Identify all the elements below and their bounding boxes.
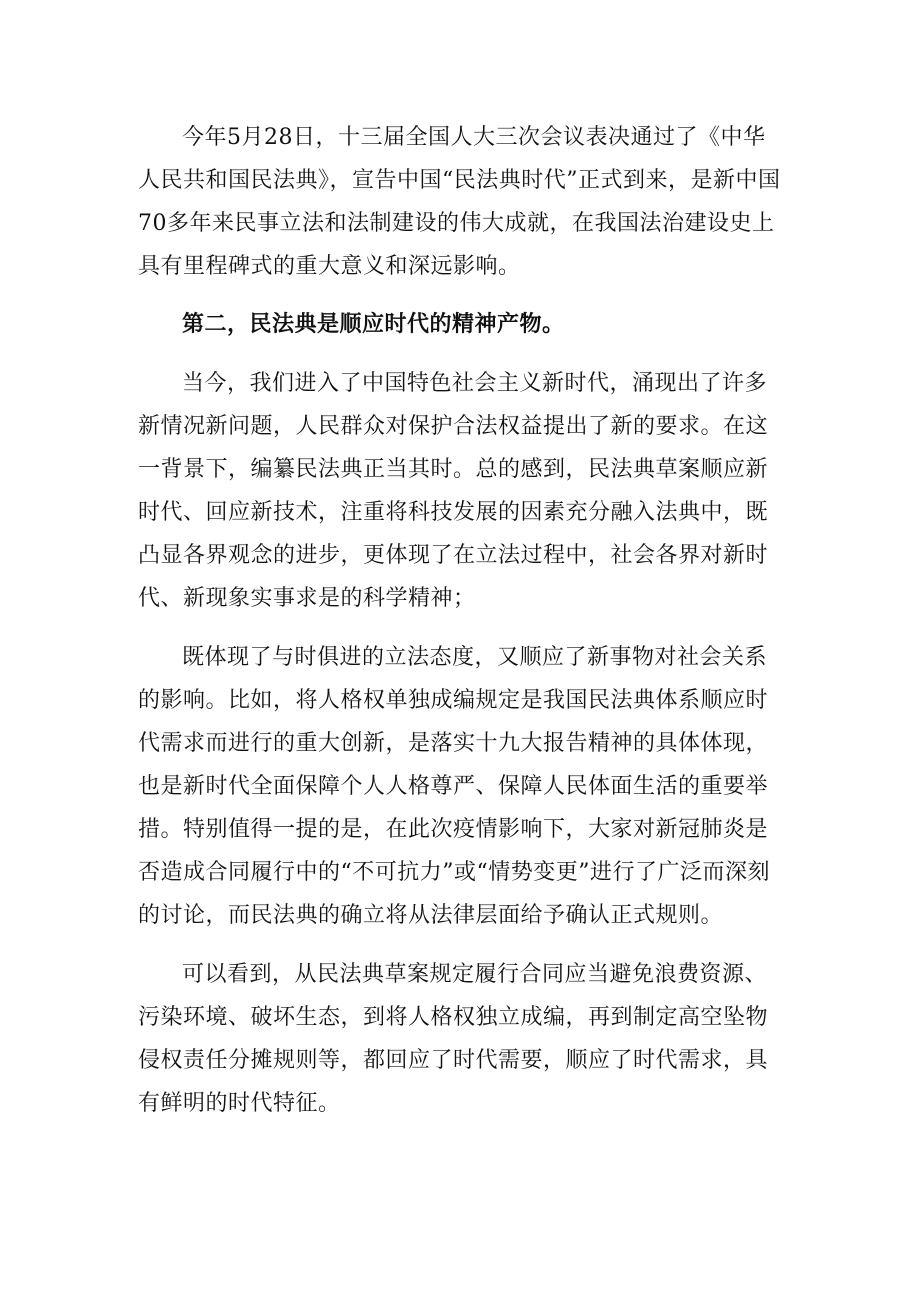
document-body (138, 116, 786, 1125)
paragraph-new-era: 当今，我们进入了中国特色社会主义新时代，涌现出了许多新情况新问题，人民群众对保护合法权益提出了新的要求。在这一背景下，编纂民法典正当其时。总的感到，民法典草案顺应新时代、回应新技术，注重将科技发展的因素充分融入法典中，既凸显各界观念的进步，更体现了在立法过程中，社会各界对新时代、新现象实事求是的科学精神； (138, 371, 769, 611)
paragraph-intro: 今年5月28日，十三届全国人大三次会议表决通过了《中华人民共和国民法典》，宣告中国“民法典时代”正式到来，是新中国70多年来民事立法和法制建设的伟大成就，在我国法治建设史上具有里程碑式的重大意义和深远影响。 (138, 125, 781, 279)
section-heading: 第二，民法典是顺应时代的精神产物。 (182, 312, 565, 337)
paragraph-legislative-attitude: 既体现了与时俱进的立法态度，又顺应了新事物对社会关系的影响。比如，将人格权单独成编规定是我国民法典体系顺应时代需求而进行的重大创新，是落实十九大报告精神的具体体现，也是新时代全面保障个人人格尊严、保障人民体面生活的重要举措。特别值得一提的是，在此次疫情影响下，大家对新冠肺炎是否造成合同履行中的“不可抗力”或“情势变更”进行了广泛而深刻的讨论，而民法典的确立将从法律层面给予确认正式规则。 (138, 645, 770, 928)
paragraph-conclusion: 可以看到，从民法典草案规定履行合同应当避免浪费资源、污染环境、破坏生态，到将人格权独立成编，再到制定高空坠物侵权责任分摊规则等，都回应了时代需要，顺应了时代需求，具有鲜明的时代特征。 (138, 962, 769, 1116)
